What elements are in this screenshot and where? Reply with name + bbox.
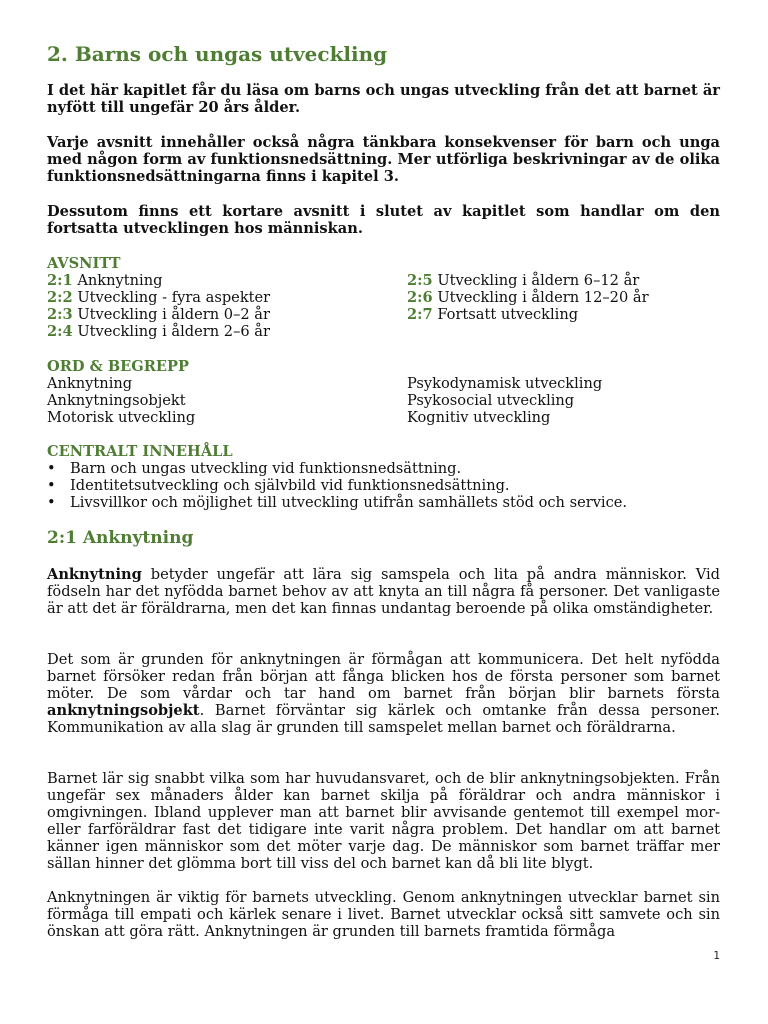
page-number: 1 — [713, 950, 720, 962]
bullet-icon: • — [47, 494, 56, 511]
chapter-title: 2. Barns och ungas utveckling — [47, 42, 388, 66]
section-item[interactable]: 2:5 Utveckling i åldern 6–12 år — [407, 272, 640, 289]
terms-heading: ORD & BEGREPP — [47, 358, 189, 375]
term-item: Anknytning — [47, 375, 133, 392]
body-paragraph-1: Anknytning betyder ungefär att lära sig samspela och lita på andra människor. Vid födseln har det nyfödda barnet behov av att knyta an till några få personer. Det vanligaste är att det är föräldrarna, men det kan finnas undantag beroende på olika omständigheter. — [47, 566, 720, 617]
body-paragraph-3: Barnet lär sig snabbt vilka som har huvudansvaret, och de blir anknytningsobjekten. Från ungefär sex månaders ålder kan barnet skilja på föräldrar och andra människor i omgivningen. Ibland upplever man att barnet blir avvisande gentemot till exempel mor- eller farföräldrar fast det tidigare inte varit några problem. Det handlar om att barnet känner igen människor som det möter varje dag. De människor som barnet träffar mer sällan hinner det glömma bort till viss del och barnet kan då bli lite blygt. — [47, 770, 720, 872]
section-item[interactable]: 2:3 Utveckling i åldern 0–2 år — [47, 306, 270, 323]
section-item[interactable]: 2:2 Utveckling - fyra aspekter — [47, 289, 271, 306]
section-item[interactable]: 2:1 Anknytning — [47, 272, 163, 289]
intro-paragraph-2: Varje avsnitt innehåller också några tänkbara konsekvenser för barn och unga med någon form av funktionsnedsättning. Mer utförliga beskrivningar av de olika funktionsnedsättningarna finns i kapitel 3. — [47, 134, 720, 185]
bullet-icon: • — [47, 460, 56, 477]
term-anknytningsobjekt: anknytningsobjekt — [47, 702, 200, 719]
term-anknytning: Anknytning — [47, 566, 142, 583]
term-item: Anknytningsobjekt — [47, 392, 186, 409]
term-item: Psykosocial utveckling — [407, 392, 575, 409]
intro-paragraph-1: I det här kapitlet får du läsa om barns och ungas utveckling från det att barnet är nyfött till ungefär 20 års ålder. — [47, 82, 720, 116]
sections-heading: AVSNITT — [47, 255, 121, 272]
content-heading: CENTRALT INNEHÅLL — [47, 443, 233, 460]
body-paragraph-4: Anknytningen är viktig för barnets utveckling. Genom anknytningen utvecklar barnet sin förmåga till empati och kärlek senare i livet. Barnet utvecklar också sitt samvete och sin önskan att göra rätt. Anknytningen är grunden till barnets framtida förmåga — [47, 889, 720, 940]
section-item[interactable]: 2:4 Utveckling i åldern 2–6 år — [47, 323, 270, 340]
subsection-title: 2:1 Anknytning — [47, 528, 194, 548]
body-paragraph-2: Det som är grunden för anknytningen är förmågan att kommunicera. Det helt nyfödda barnet försöker redan från början att fånga blicken hos de första personer som barnet möter. De som vårdar och tar hand om barnet från början blir barnets första anknytningsobjekt. Barnet förväntar sig kärlek och omtanke från dessa personer. Kommunikation av alla slag är grunden till samspelet mellan barnet och föräldrarna. — [47, 651, 720, 736]
intro-paragraph-3: Dessutom finns ett kortare avsnitt i slutet av kapitlet som handlar om den fortsatta utvecklingen hos människan. — [47, 203, 720, 237]
bullet-icon: • — [47, 477, 56, 494]
term-item: Kognitiv utveckling — [407, 409, 551, 426]
term-item: Motorisk utveckling — [47, 409, 196, 426]
term-item: Psykodynamisk utveckling — [407, 375, 603, 392]
section-item[interactable]: 2:6 Utveckling i åldern 12–20 år — [407, 289, 649, 306]
section-item[interactable]: 2:7 Fortsatt utveckling — [407, 306, 579, 323]
